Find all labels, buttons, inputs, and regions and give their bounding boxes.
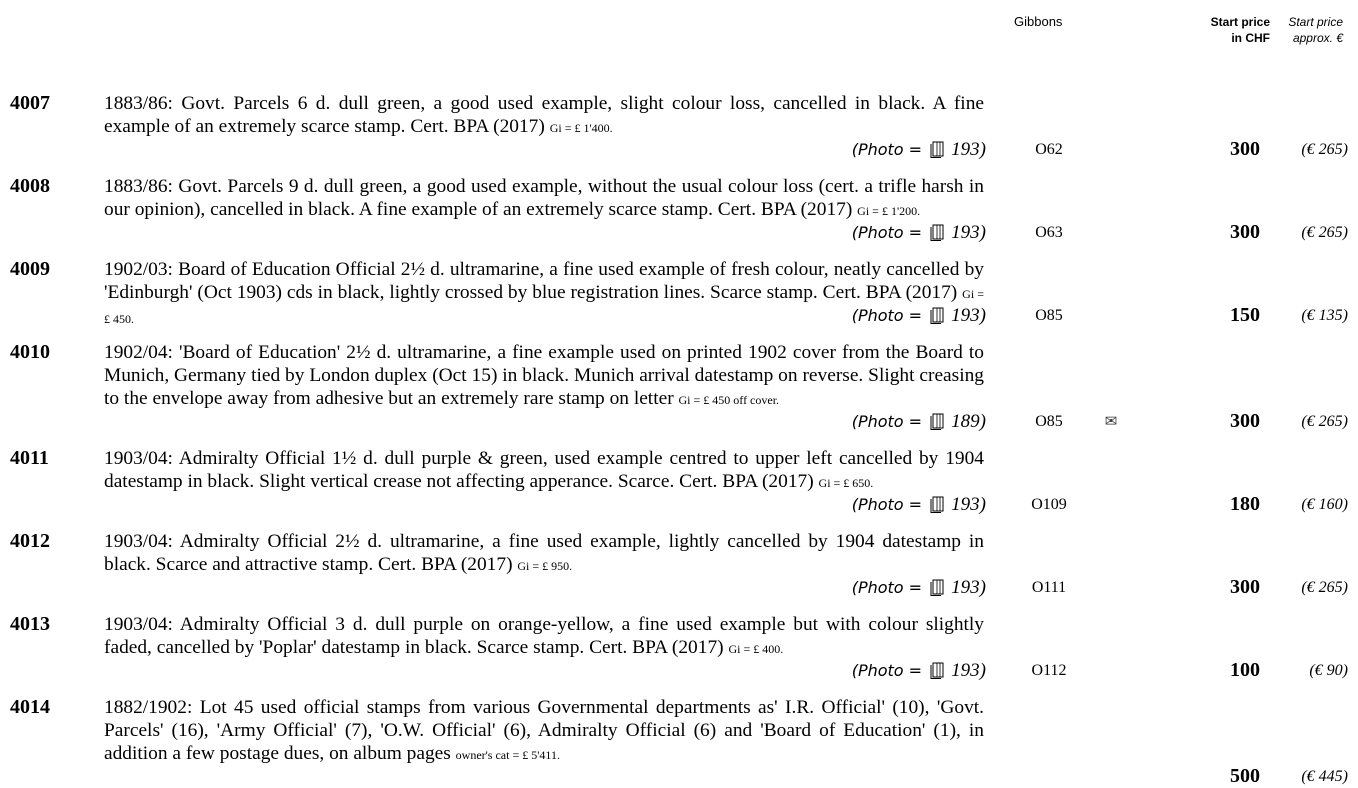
gibbons-number: O109 <box>1031 496 1067 513</box>
start-price-chf: 300 <box>1230 410 1260 432</box>
catalogue-value: Gi = £ 400. <box>728 642 784 656</box>
lot-number: 4008 <box>10 175 50 197</box>
photo-reference <box>852 304 986 327</box>
start-price-eur: (€ 265) <box>1301 579 1348 596</box>
start-price-chf: 150 <box>1230 304 1260 326</box>
page-icon <box>928 495 948 513</box>
start-price-eur: (€ 265) <box>1301 141 1348 158</box>
photo-reference <box>852 410 986 433</box>
lot-description-text: 1903/04: Admiralty Official 1½ d. dull purple & green, used example centred to upper left cancelled by 1904 datestamp in black. Slight vertical crease not affecting apperance. Scarce. Cert. BPA (2017) <box>104 448 984 492</box>
lot-row <box>0 258 1358 327</box>
photo-reference <box>852 221 986 244</box>
header-eur-line1: Start price <box>1288 15 1343 29</box>
photo-label: (Photo = <box>851 412 928 431</box>
catalogue-value: owner's cat = £ 5'411. <box>455 748 560 762</box>
header-chf-line1: Start price <box>1210 15 1270 29</box>
lot-description <box>104 341 984 412</box>
lot-description-text: 1903/04: Admiralty Official 2½ d. ultramarine, a fine used example, lightly cancelled by 1904 datestamp in black. Scarce and attractive stamp. Cert. BPA (2017) <box>104 531 984 575</box>
lot-description-text: 1883/86: Govt. Parcels 9 d. dull green, a good used example, without the usual colour loss (cert. a trifle harsh in our opinion), cancelled in black. A fine example of an extremely scarce stamp. Cert. BPA (2017) <box>104 176 984 220</box>
gibbons-number: O85 <box>1035 413 1063 430</box>
envelope-icon: ✉ <box>1104 412 1118 430</box>
start-price-chf: 300 <box>1230 576 1260 598</box>
lot-row <box>0 175 1358 244</box>
start-price-eur: (€ 160) <box>1301 496 1348 513</box>
lot-row <box>0 447 1358 516</box>
catalogue-value: Gi = £ 450. <box>104 287 984 326</box>
photo-page: 193) <box>951 139 986 160</box>
catalogue-value: Gi = £ 450 off cover. <box>678 393 780 407</box>
lot-number: 4012 <box>10 530 50 552</box>
lot-description <box>104 175 984 223</box>
start-price-eur: (€ 265) <box>1301 224 1348 241</box>
lot-number: 4011 <box>10 447 49 469</box>
lot-description-text: 1902/03: Board of Education Official 2½ d. ultramarine, a fine used example of fresh colour, neatly cancelled by 'Edinburgh' (Oct 1903) cds in black, lightly crossed by blue registration lines. Scarce stamp. Cert. BPA (2017) <box>104 259 984 303</box>
lot-row <box>0 613 1358 682</box>
start-price-chf: 100 <box>1230 659 1260 681</box>
photo-page: 193) <box>951 305 986 326</box>
catalogue-value: Gi = £ 1'400. <box>549 121 613 135</box>
column-header-start-price-eur <box>1282 14 1343 46</box>
lot-description-text: 1903/04: Admiralty Official 3 d. dull purple on orange-yellow, a fine used example but with colour slightly faded, cancelled by 'Poplar' datestamp in black. Scarce stamp. Cert. BPA (2017) <box>104 614 984 658</box>
lot-number: 4010 <box>10 341 50 363</box>
page-icon <box>928 578 948 596</box>
start-price-chf: 180 <box>1230 493 1260 515</box>
photo-page: 193) <box>951 222 986 243</box>
header-eur-line2: approx. € <box>1292 31 1343 45</box>
photo-reference <box>852 576 986 599</box>
gibbons-number: O112 <box>1031 662 1067 679</box>
lot-row <box>0 92 1358 161</box>
photo-reference <box>852 493 986 516</box>
photo-page: 189) <box>951 411 986 432</box>
photo-page: 193) <box>951 494 986 515</box>
catalogue-value: Gi = £ 1'200. <box>857 204 921 218</box>
gibbons-number: O62 <box>1035 141 1063 158</box>
page-icon <box>928 140 948 158</box>
page-icon <box>928 223 948 241</box>
start-price-eur: (€ 90) <box>1309 662 1348 679</box>
page-icon <box>928 306 948 324</box>
photo-label: (Photo = <box>851 140 928 159</box>
lot-description-text: 1902/04: 'Board of Education' 2½ d. ultramarine, a fine example used on printed 1902 cover from the Board to Munich, Germany tied by London duplex (Oct 15) in black. Munich arrival datestamp on reverse. Slight creasing to the envelope away from adhesive but an extremely rare stamp on letter <box>104 342 984 409</box>
lot-row <box>0 530 1358 599</box>
lot-number: 4009 <box>10 258 50 280</box>
start-price-chf: 300 <box>1230 221 1260 243</box>
start-price-eur: (€ 135) <box>1301 307 1348 324</box>
lot-number: 4007 <box>10 92 50 114</box>
photo-label: (Photo = <box>851 223 928 242</box>
gibbons-number: O111 <box>1031 579 1067 596</box>
lot-description <box>104 447 984 495</box>
lot-description <box>104 613 984 661</box>
start-price-chf: 500 <box>1230 765 1260 787</box>
photo-reference <box>852 138 986 161</box>
photo-reference <box>852 659 986 682</box>
lot-number: 4014 <box>10 696 50 718</box>
photo-label: (Photo = <box>851 495 928 514</box>
start-price-eur: (€ 445) <box>1301 768 1348 785</box>
gibbons-number: O63 <box>1035 224 1063 241</box>
header-chf-line2: in CHF <box>1231 31 1270 45</box>
column-header-start-price-chf <box>1196 14 1270 46</box>
lot-number: 4013 <box>10 613 50 635</box>
gibbons-number: O85 <box>1035 307 1063 324</box>
page-icon <box>928 661 948 679</box>
photo-label: (Photo = <box>851 661 928 680</box>
catalogue-value: Gi = £ 650. <box>818 476 874 490</box>
page-icon <box>928 412 948 430</box>
start-price-chf: 300 <box>1230 138 1260 160</box>
column-header-gibbons: Gibbons <box>1014 14 1063 29</box>
lot-description <box>104 696 984 767</box>
photo-label: (Photo = <box>851 578 928 597</box>
lot-description <box>104 530 984 578</box>
catalogue-value: Gi = £ 950. <box>517 559 573 573</box>
photo-label: (Photo = <box>851 306 928 325</box>
lot-row <box>0 341 1358 433</box>
lot-description-text: 1882/1902: Lot 45 used official stamps from various Governmental departments as' I.R. Official' (10), 'Govt. Parcels' (16), 'Army Official' (7), 'O.W. Official' (6), Admiralty Official (6) and 'Board of Education' (1), in addition a few postage dues, on album pages <box>104 697 984 764</box>
start-price-eur: (€ 265) <box>1301 413 1348 430</box>
photo-page: 193) <box>951 577 986 598</box>
lot-description-text: 1883/86: Govt. Parcels 6 d. dull green, a good used example, slight colour loss, cancelled in black. A fine example of an extremely scarce stamp. Cert. BPA (2017) <box>104 93 984 137</box>
lot-description <box>104 92 984 140</box>
photo-page: 193) <box>951 660 986 681</box>
lot-row <box>0 696 1358 788</box>
